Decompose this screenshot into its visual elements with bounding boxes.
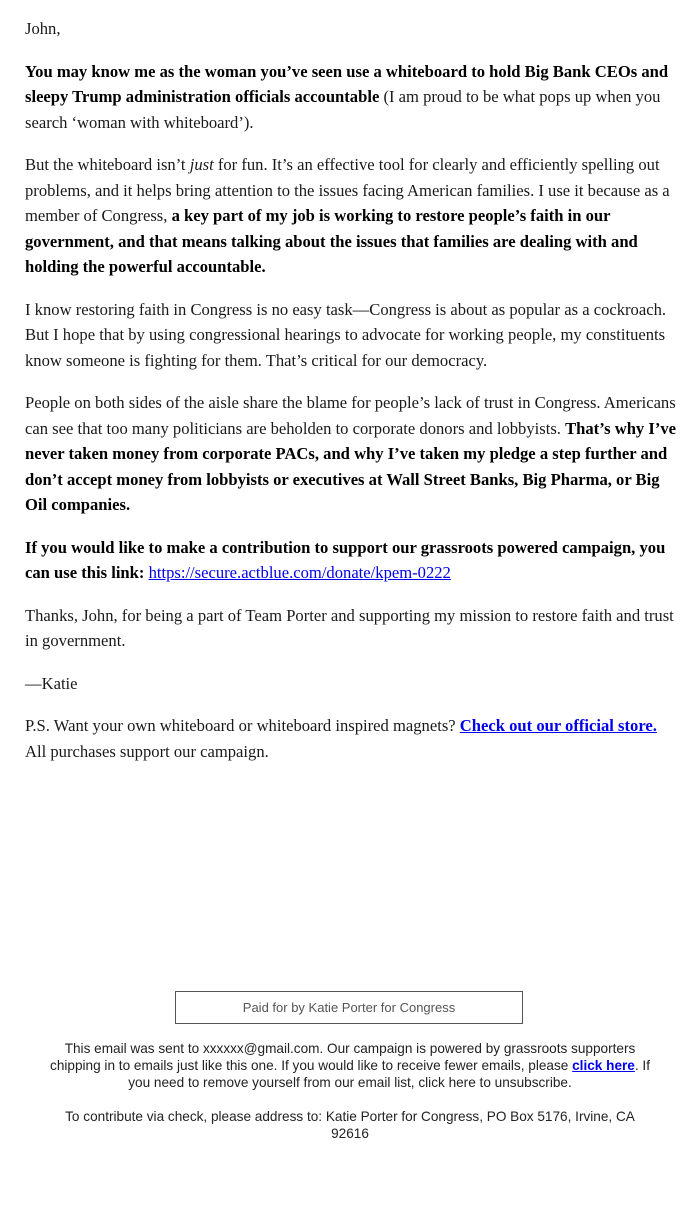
trust-bold-text: That’s why I’ve never taken money from corporate PACs, and why I’ve taken my pledge a step further and don’t accept money from lobbyists or executives at Wall Street Banks, Big Pharma, or Big Oil companies. [25,418,677,514]
ps-paragraph [25,713,677,764]
greeting: John, [25,19,61,38]
whiteboard-italic: just [189,155,214,174]
paid-for-text: Paid for by Katie Porter for Congress [242,1000,456,1015]
congress-paragraph: I know restoring faith in Congress is no easy task—Congress is about as popular as a cockroach. But I hope that by using congressional hearings to advocate for working people, my constituents know someone is fighting for them. That’s critical for our democracy. [25,299,667,370]
trust-paragraph [25,390,677,518]
email-body [25,16,677,781]
footer-notice-b: . If you need to remove yourself from our email list, click here to unsubscribe. [128,1058,650,1090]
whiteboard-paragraph [25,152,677,280]
whiteboard-text-a: But the whiteboard isn’t [25,155,190,174]
footer [50,1040,650,1159]
fewer-emails-link[interactable]: click here [572,1058,635,1073]
ps-text-a: P.S. Want your own whiteboard or whiteboard inspired magnets? [25,716,460,735]
ps-text-b: All purchases support our campaign. [25,741,269,761]
donate-link[interactable]: https://secure.actblue.com/donate/kpem-0222 [148,563,451,582]
whiteboard-bold-text: a key part of my job is working to restore people’s faith in our government, and that means talking about the issues that families are dealing with and holding the powerful accountable. [25,206,638,276]
intro-bold-text: You may know me as the woman you’ve seen use a whiteboard to hold Big Bank CEOs and sleepy Trump administration officials accountable [25,61,669,106]
signoff: —Katie [25,673,78,693]
footer-notice-a: This email was sent to xxxxxx@gmail.com. Our campaign is powered by grassroots supporters chipping in to emails just like this one. If you would like to receive fewer emails, please [50,1041,636,1073]
thanks-paragraph: Thanks, John, for being a part of Team Porter and supporting my mission to restore faith and trust in government. [25,605,674,650]
intro-paragraph [25,59,677,136]
trust-text: People on both sides of the aisle share the blame for people’s lack of trust in Congress. Americans can see that too many politicians are beholden to corporate donors and lobbyists. [25,393,676,438]
whiteboard-text-b: for fun. It’s an effective tool for clearly and efficiently spelling out problems, and it helps bring attention to the issues facing American families. I use it because as a member of Congress, [25,155,670,225]
footer-notice [50,1040,650,1091]
official-store-link[interactable]: Check out our official store. [459,716,657,735]
contribution-bold-text: If you would like to make a contribution to support our grassroots powered campaign, you can use this link: [25,537,666,582]
contribution-paragraph [25,535,677,586]
paid-for-box [175,991,523,1024]
intro-text: (I am proud to be what pops up when you search ‘woman with whiteboard’). [25,87,661,132]
footer-address: To contribute via check, please address to: Katie Porter for Congress, PO Box 5176, Irvine, CA 92616 [65,1109,635,1141]
